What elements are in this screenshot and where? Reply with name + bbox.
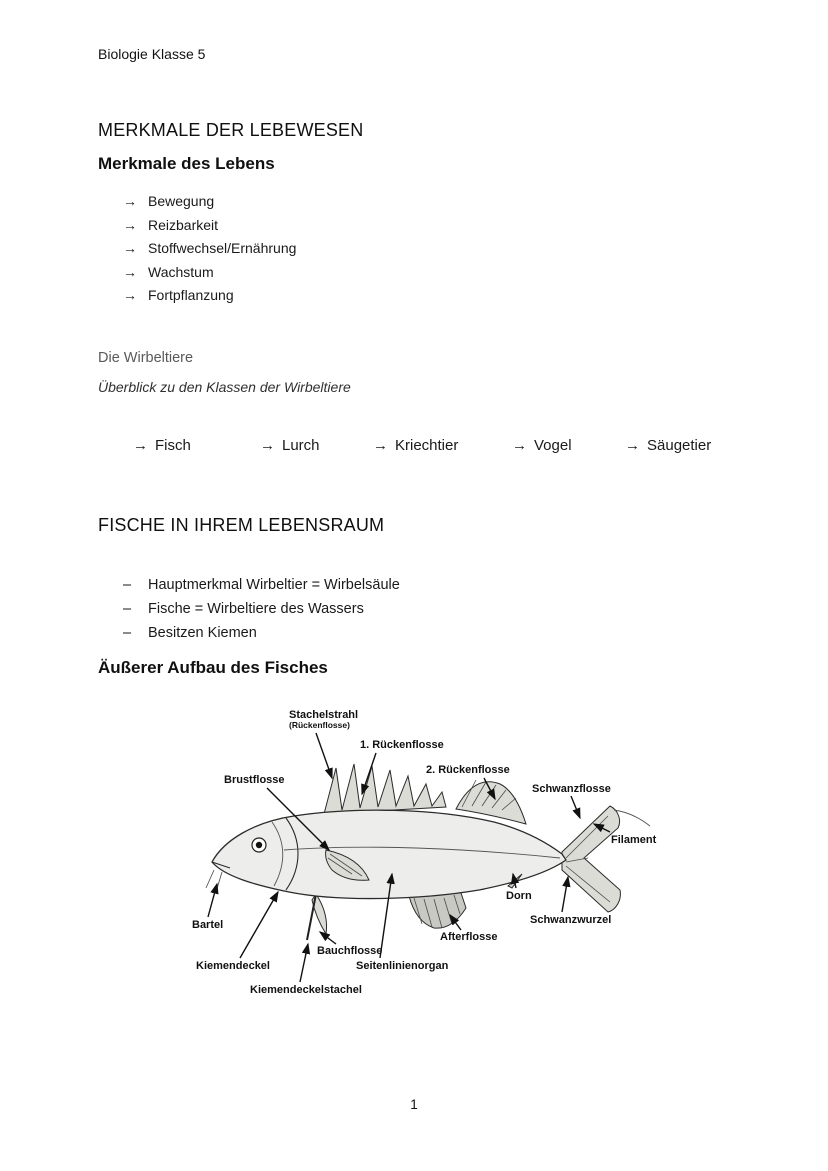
list-item-text: Fische = Wirbeltiere des Wassers bbox=[148, 600, 364, 617]
callout-schwanzwurzel bbox=[562, 877, 568, 912]
list-item-text: Fortpflanzung bbox=[148, 287, 234, 303]
arrow-bullet: → bbox=[123, 263, 137, 280]
fish-anatomy-svg bbox=[164, 702, 674, 1004]
section-title-fische-lebensraum: FISCHE IN IHREM LEBENSRAUM bbox=[98, 514, 385, 535]
class-label: Fisch bbox=[155, 436, 191, 454]
list-item bbox=[98, 190, 738, 214]
label-seitenlinienorgan: Seitenlinienorgan bbox=[356, 959, 449, 972]
tail-fin-shape bbox=[562, 806, 620, 912]
callout-kiemendeckelstachel bbox=[300, 944, 308, 982]
class-item-lurch bbox=[260, 437, 320, 454]
label-rueckenflosse-1: 1. Rückenflosse bbox=[360, 738, 444, 751]
list-item-text: Stoffwechsel/Ernährung bbox=[148, 240, 297, 256]
section-title-die-wirbeltiere: Die Wirbeltiere bbox=[98, 349, 194, 366]
label-brustflosse: Brustflosse bbox=[224, 773, 285, 786]
arrow-bullet: → bbox=[133, 436, 148, 454]
callout-schwanzflosse bbox=[571, 796, 580, 818]
eye-pupil-shape bbox=[256, 841, 262, 847]
page-number: 1 bbox=[410, 1097, 418, 1112]
label-rueckenflosse-2: 2. Rückenflosse bbox=[426, 763, 510, 776]
list-item-text: Hauptmerkmal Wirbeltier = Wirbelsäule bbox=[148, 576, 400, 593]
label-dorn: Dorn bbox=[506, 889, 532, 902]
label-schwanzflosse: Schwanzflosse bbox=[532, 782, 611, 795]
arrow-bullet: → bbox=[123, 287, 137, 303]
label-kiemendeckelstachel: Kiemendeckelstachel bbox=[250, 983, 362, 996]
barbel-shape bbox=[206, 870, 214, 888]
barbel-shape bbox=[216, 872, 222, 892]
class-item-fisch bbox=[133, 437, 191, 454]
document-header: Biologie Klasse 5 bbox=[98, 46, 206, 62]
class-label: Lurch bbox=[282, 436, 320, 454]
class-label: Kriechtier bbox=[395, 436, 459, 454]
arrow-bullet: → bbox=[512, 436, 527, 454]
callout-bartel bbox=[208, 884, 217, 917]
list-item bbox=[98, 284, 738, 308]
vertebrate-classes-row bbox=[98, 437, 738, 457]
dash-bullet: – bbox=[123, 624, 132, 641]
list-item bbox=[98, 621, 738, 645]
dash-bullet: – bbox=[123, 600, 132, 617]
list-item-text: Besitzen Kiemen bbox=[148, 624, 257, 641]
callout-bauchflosse bbox=[320, 932, 336, 944]
label-kiemendeckel: Kiemendeckel bbox=[196, 959, 270, 972]
class-item-vogel bbox=[512, 437, 572, 454]
class-label: Vogel bbox=[534, 436, 572, 454]
label-afterflosse: Afterflosse bbox=[440, 930, 498, 943]
label-filament: Filament bbox=[611, 833, 657, 846]
list-item-text: Wachstum bbox=[148, 263, 214, 280]
subsection-title-merkmale-des-lebens: Merkmale des Lebens bbox=[98, 154, 275, 173]
label-schwanzwurzel: Schwanzwurzel bbox=[530, 913, 612, 926]
list-item bbox=[98, 597, 738, 621]
arrow-bullet: → bbox=[123, 193, 137, 209]
list-item-text: Bewegung bbox=[148, 193, 215, 209]
class-label: Säugetier bbox=[647, 436, 712, 454]
section-title-merkmale-der-lebewesen: MERKMALE DER LEBEWESEN bbox=[98, 120, 364, 140]
list-item bbox=[98, 261, 738, 285]
class-item-kriechtier bbox=[373, 437, 458, 454]
list-item bbox=[98, 573, 738, 597]
arrow-bullet: → bbox=[123, 216, 137, 233]
fish-facts-list bbox=[98, 573, 738, 645]
arrow-bullet: → bbox=[625, 436, 640, 454]
class-item-saeugetier bbox=[625, 437, 711, 454]
arrow-bullet: → bbox=[373, 436, 388, 454]
label-stachelstrahl-sub: (Rückenflosse) bbox=[289, 719, 350, 730]
fish-anatomy-diagram bbox=[164, 702, 738, 1009]
label-bauchflosse: Bauchflosse bbox=[317, 944, 383, 957]
label-bartel: Bartel bbox=[192, 918, 224, 931]
subsection-title-aeusserer-aufbau: Äußerer Aufbau des Fisches bbox=[98, 657, 328, 677]
wirbeltiere-overview-subtitle: Überblick zu den Klassen der Wirbeltiere bbox=[98, 378, 351, 395]
arrow-bullet: → bbox=[260, 436, 275, 454]
life-traits-list bbox=[98, 190, 738, 308]
callout-kiemendeckel bbox=[240, 892, 278, 958]
dash-bullet: – bbox=[123, 576, 132, 593]
callout-stachelstrahl bbox=[316, 733, 332, 778]
list-item-text: Reizbarkeit bbox=[148, 216, 219, 233]
list-item bbox=[98, 237, 738, 261]
list-item bbox=[98, 214, 738, 238]
arrow-bullet: → bbox=[123, 240, 137, 256]
label-stachelstrahl: Stachelstrahl bbox=[289, 708, 359, 721]
